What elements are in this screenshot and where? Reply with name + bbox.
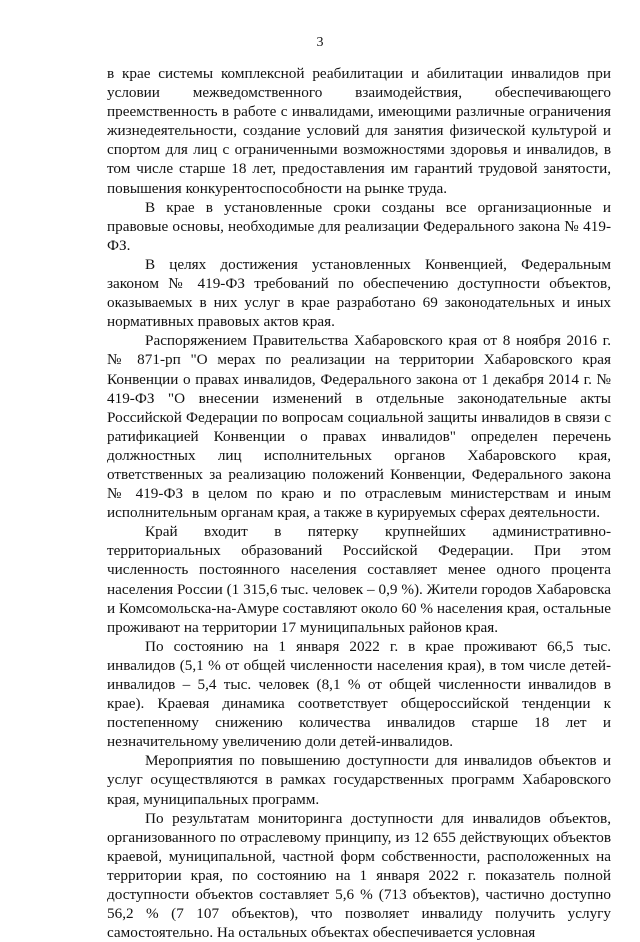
paragraph-regulatory-acts: В целях достижения установленных Конвенцией, Федеральным законом № 419-ФЗ требований по обеспечению доступности объектов, оказываемых в них услуг в крае разработано 69 законодательных и иных нормативных правовых актов края. xyxy=(107,255,611,331)
paragraph-monitoring: По результатам мониторинга доступности для инвалидов объектов, организованного по отраслевому принципу, из 12 655 действующих объектов краевой, муниципальной, частной форм собственности, расположенных на территории края, по состоянию на 1 января 2022 г. показатель полной доступности объектов составляет 5,6 % (713 объектов), частично доступно 56,2 % (7 107 объектов), что позволяет инвалиду получить услугу самостоятельно. На остальных объектах обеспечивается условная xyxy=(107,809,611,942)
document-body xyxy=(107,64,611,942)
paragraph-government-order: Распоряжением Правительства Хабаровского края от 8 ноября 2016 г. № 871-рп "О мерах по реализации на территории Хабаровского края Конвенции о правах инвалидов, Федерального закона от 1 декабря 2014 г. № 419-ФЗ "О внесении изменений в отдельные законодательные акты Российской Федерации по вопросам социальной защиты инвалидов в связи с ратификацией Конвенции о правах инвалидов" определен перечень должностных лиц исполнительных органов Хабаровского края, ответственных за реализацию положений Конвенции, Федерального закона № 419-ФЗ в целом по краю и по отраслевым министерствам и иным исполнительным органам края, а также в курируемых сферах деятельности. xyxy=(107,332,611,522)
paragraph-population: Край входит в пятерку крупнейших административно-территориальных образований Российской Федерации. При этом численность постоянного населения составляет менее одного процента населения России (1 315,6 тыс. человек – 0,9 %). Жители городов Хабаровска и Комсомольска-на-Амуре составляют около 60 % населения края, остальные проживают на территории 17 муниципальных районов края. xyxy=(107,523,611,636)
paragraph-legal-basis: В крае в установленные сроки созданы все организационные и правовые основы, необходимые для реализации Федерального закона № 419-ФЗ. xyxy=(107,198,611,254)
paragraph-continuation: в крае системы комплексной реабилитации и абилитации инвалидов при условии межведомственного взаимодействия, обеспечивающего преемственность в работе с инвалидами, имеющими различные ограничения жизнедеятельности, создание условий для занятия физической культурой и спортом для лиц с ограниченными возможностями здоровья и инвалидов, в том числе старше 18 лет, предоставления им гарантий трудовой занятости, повышения конкурентоспособности на рынке труда. xyxy=(107,65,611,197)
page-number: 3 xyxy=(316,35,324,50)
paragraph-disabled-statistics: По состоянию на 1 января 2022 г. в крае проживают 66,5 тыс. инвалидов (5,1 % от общей численности населения края), в том числе детей-инвалидов – 5,4 тыс. человек (8,1 % от общей численности инвалидов в крае). Краевая динамика соответствует общероссийской тенденции к постепенному снижению количества инвалидов старше 18 лет и незначительному увеличению доли детей-инвалидов. xyxy=(107,637,611,751)
paragraph-programs: Мероприятия по повышению доступности для инвалидов объектов и услуг осуществляются в рамках государственных программ Хабаровского края, муниципальных программ. xyxy=(107,752,611,808)
